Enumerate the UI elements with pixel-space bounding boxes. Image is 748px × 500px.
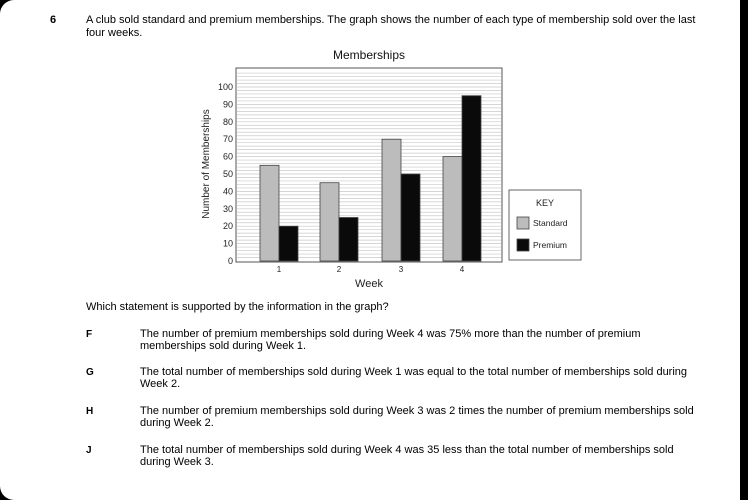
bar-premium-week-3 — [401, 174, 420, 261]
y-tick-label: 60 — [222, 151, 233, 162]
y-tick-label: 80 — [222, 116, 233, 127]
option-f-letter[interactable]: F — [86, 329, 93, 340]
question-stem: A club sold standard and premium memberships. The graph shows the number of each type of membership sold over the last four weeks. — [86, 14, 696, 39]
legend-swatch-standard — [517, 217, 529, 229]
bar-standard-week-1 — [260, 165, 279, 261]
bar-standard-week-4 — [443, 157, 462, 261]
y-tick-label: 0 — [227, 256, 233, 266]
x-tick-label: 4 — [459, 265, 465, 274]
bar-premium-week-2 — [339, 218, 358, 262]
option-g-letter[interactable]: G — [86, 367, 94, 378]
question-number: 6 — [50, 14, 57, 26]
option-j-letter[interactable]: J — [86, 445, 92, 456]
option-h-text[interactable]: The number of premium memberships sold during Week 3 was 2 times the number of premium memberships sold during Week 2. — [140, 405, 694, 429]
x-tick-label: 1 — [276, 265, 282, 274]
option-h-letter[interactable]: H — [86, 406, 94, 417]
chart-title: Memberships — [332, 48, 406, 62]
y-tick-label: 100 — [217, 82, 233, 92]
y-tick-label: 30 — [222, 203, 233, 214]
y-axis-label: Number of Memberships — [201, 109, 212, 219]
option-g-text[interactable]: The total number of memberships sold during Week 1 was equal to the total number of memberships sold during Week 2. — [140, 366, 688, 390]
question-prompt: Which statement is supported by the information in the graph? — [86, 301, 389, 313]
legend-label-standard: Standard — [533, 218, 568, 228]
x-tick-label: 2 — [336, 265, 342, 274]
option-f-text[interactable]: The number of premium memberships sold during Week 4 was 75% more than the number of premium memberships sold during Week 1. — [140, 328, 641, 352]
option-j-text[interactable]: The total number of memberships sold during Week 4 was 35 less than the total number of memberships sold during Week 3. — [140, 444, 674, 468]
bar-premium-week-1 — [279, 226, 298, 261]
x-tick-label: 3 — [398, 265, 404, 274]
legend-label-premium: Premium — [533, 240, 568, 250]
y-tick-label: 20 — [222, 221, 233, 232]
legend-swatch-premium — [517, 239, 529, 251]
x-axis-label: Week — [355, 278, 383, 290]
y-tick-label: 90 — [222, 99, 233, 110]
y-tick-label: 10 — [222, 238, 233, 249]
bar-premium-week-4 — [462, 96, 481, 261]
legend-title: KEY — [535, 198, 555, 208]
bar-standard-week-3 — [382, 139, 401, 261]
y-tick-label: 70 — [222, 134, 233, 145]
bar-standard-week-2 — [320, 183, 339, 261]
y-tick-label: 40 — [222, 186, 233, 197]
y-tick-label: 50 — [222, 169, 233, 179]
